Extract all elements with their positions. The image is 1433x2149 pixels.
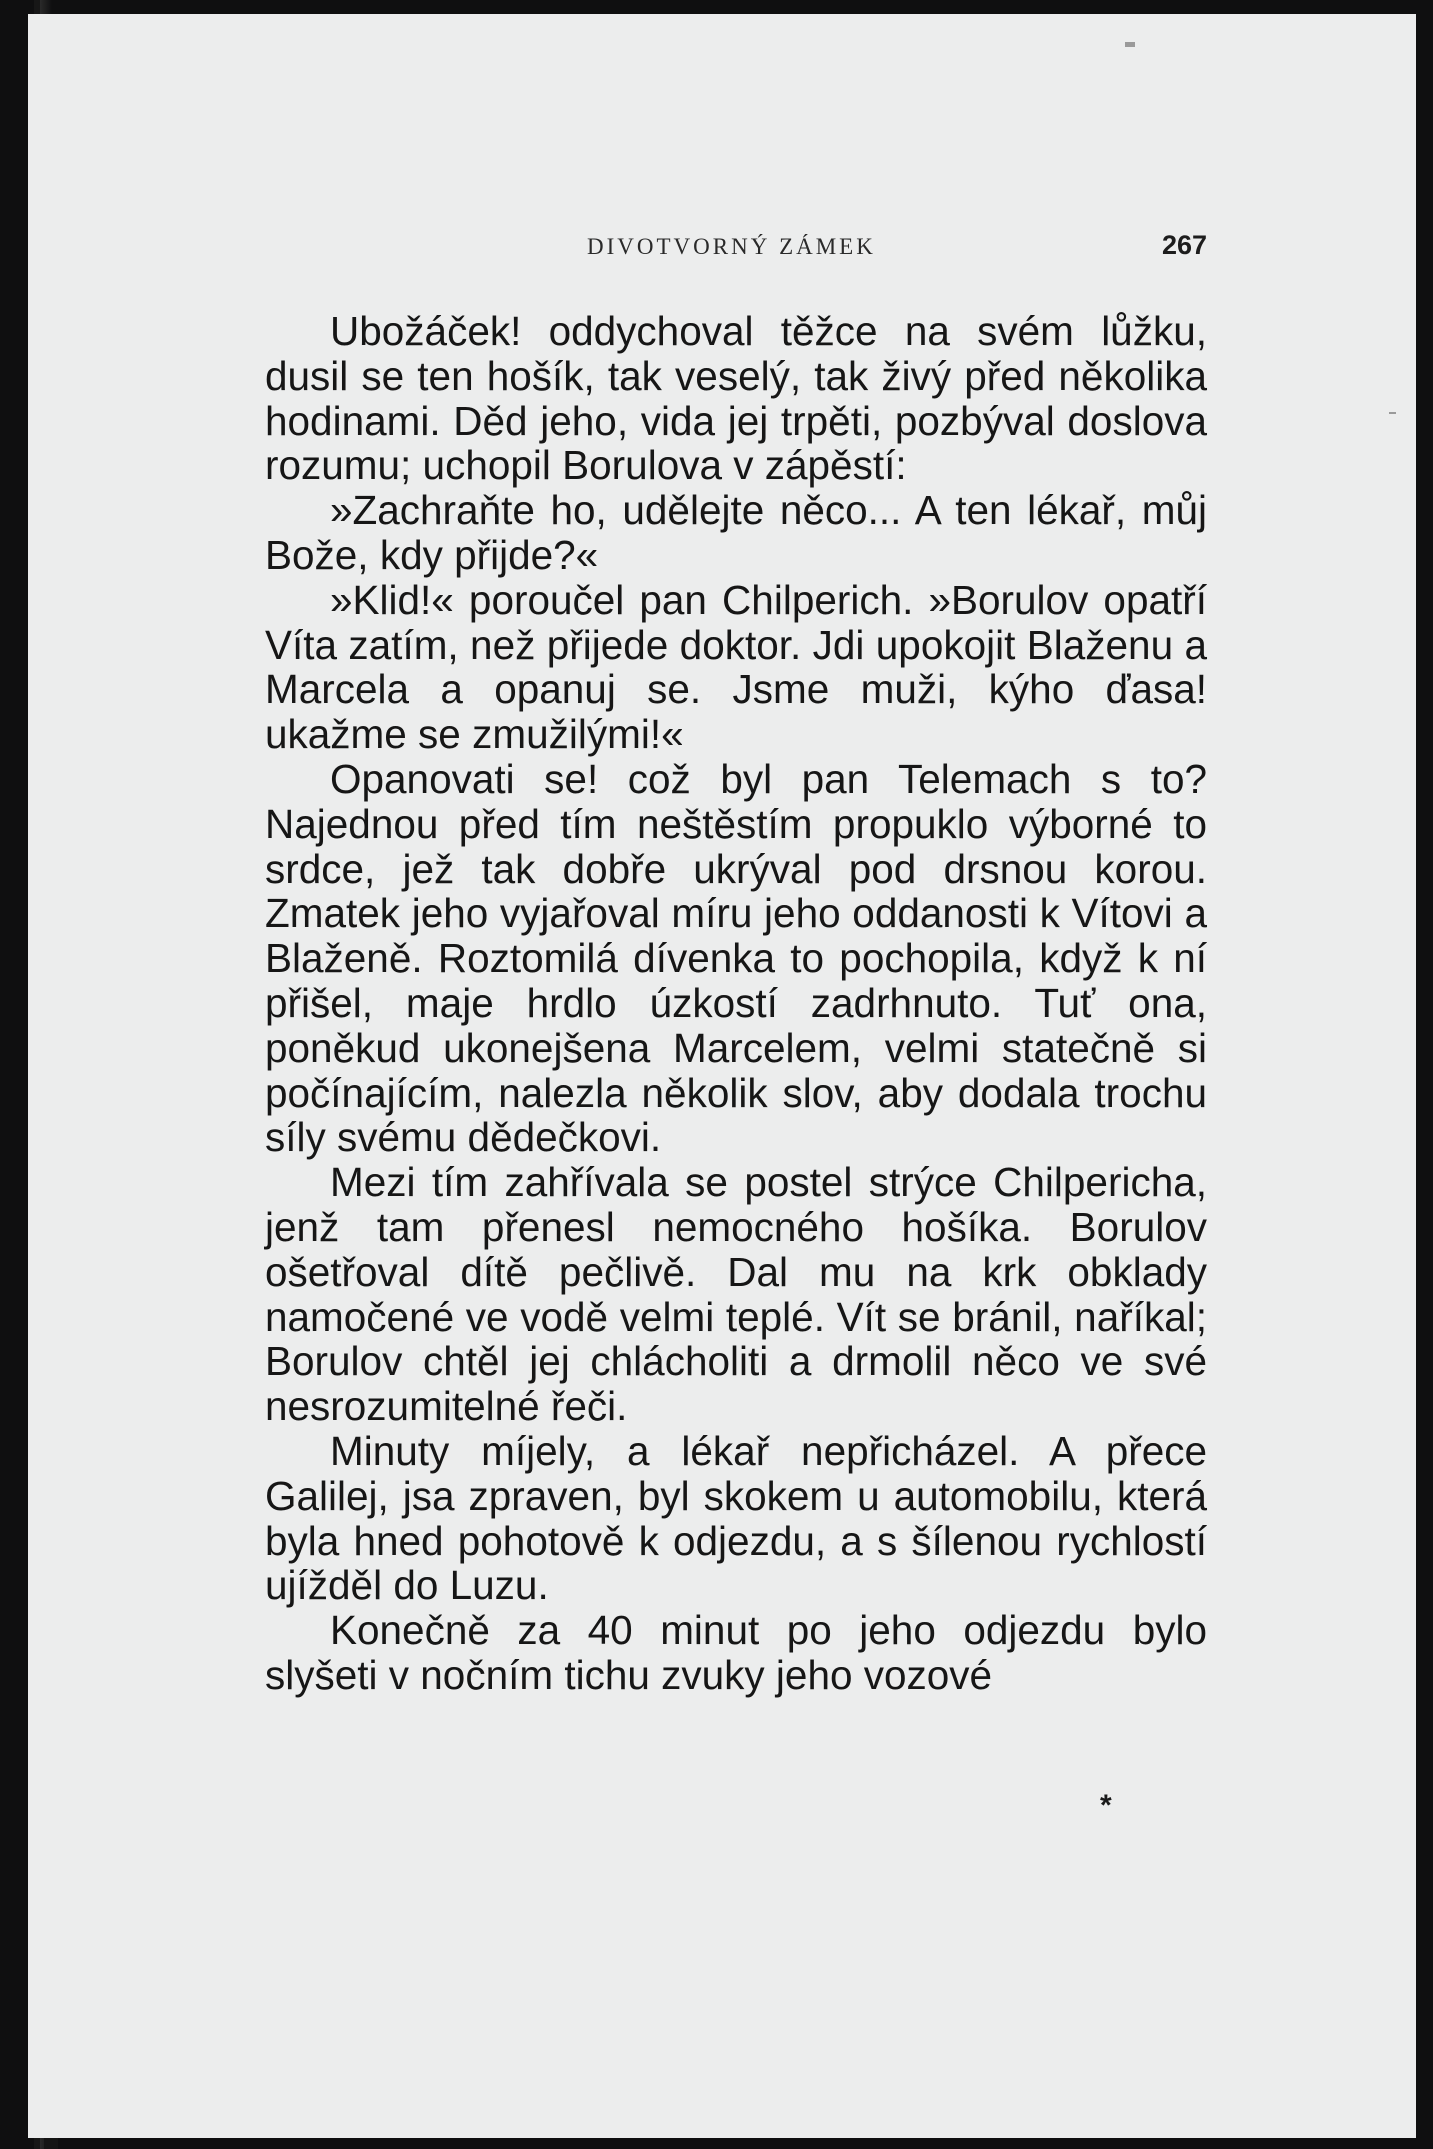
paragraph: Konečně za 40 minut po jeho odjezdu bylo slyšeti v nočním tichu zvuky jeho vozové: [265, 1607, 1207, 1698]
paragraph: Mezi tím zahřívala se postel strýce Chilpericha, jenž tam přenesl nemocného hošíka. Borulov ošetřoval dítě pečlivě. Dal mu na krk obklady namočené ve vodě velmi teplé. Vít se bránil, naříkal; Borulov chtěl jej chlácholiti a drmolil něco ve své nesrozumitelné řeči.: [265, 1159, 1207, 1430]
print-speck: [1389, 412, 1396, 414]
paragraph: Opanovati se! což byl pan Telemach s to? Najednou před tím neštěstím propuklo výborné to srdce, jež tak dobře ukrýval pod drsnou korou. Zmatek jeho vyjařoval míru jeho oddanosti k Vítovi a Blaženě. Roztomilá dívenka to pochopila, když k ní přišel, maje hrdlo úzkostí zadrhnuto. Tuť ona, poněkud ukonejšena Marcelem, velmi statečně si počínajícím, nalezla několik slov, aby dodala trochu síly svému dědečkovi.: [265, 755, 1207, 1161]
print-speck: [1125, 42, 1135, 47]
book-page: [28, 14, 1416, 2138]
paragraph: »Zachraňte ho, udělejte něco... A ten lékař, můj Bože, kdy přijde?«: [265, 487, 1207, 578]
page-number: 267: [1161, 230, 1207, 260]
running-title: DIVOTVORNÝ ZÁMEK: [587, 234, 876, 259]
body-text: [265, 309, 1207, 1698]
paragraph: Ubožáček! oddychoval těžce na svém lůžku, dusil se ten hošík, tak veselý, tak živý před několika hodinami. Děd jeho, vida jej trpěti, pozbýval doslova rozumu; uchopil Borulova v zápěstí:: [265, 308, 1207, 489]
paragraph: »Klid!« poroučel pan Chilperich. »Borulov opatří Víta zatím, než přijede doktor. Jdi upokojit Blaženu a Marcela a opanuj se. Jsme muži, kýho ďasa! ukažme se zmužilými!«: [265, 576, 1207, 758]
paragraph: Minuty míjely, a lékař nepřicházel. A přece Galilej, jsa zpraven, byl skokem u automobilu, která byla hned pohotově k odjezdu, a s šílenou rychlostí ujížděl do Luzu.: [265, 1427, 1207, 1609]
running-header: [247, 226, 1207, 266]
signature-mark: *: [1100, 1789, 1112, 1822]
